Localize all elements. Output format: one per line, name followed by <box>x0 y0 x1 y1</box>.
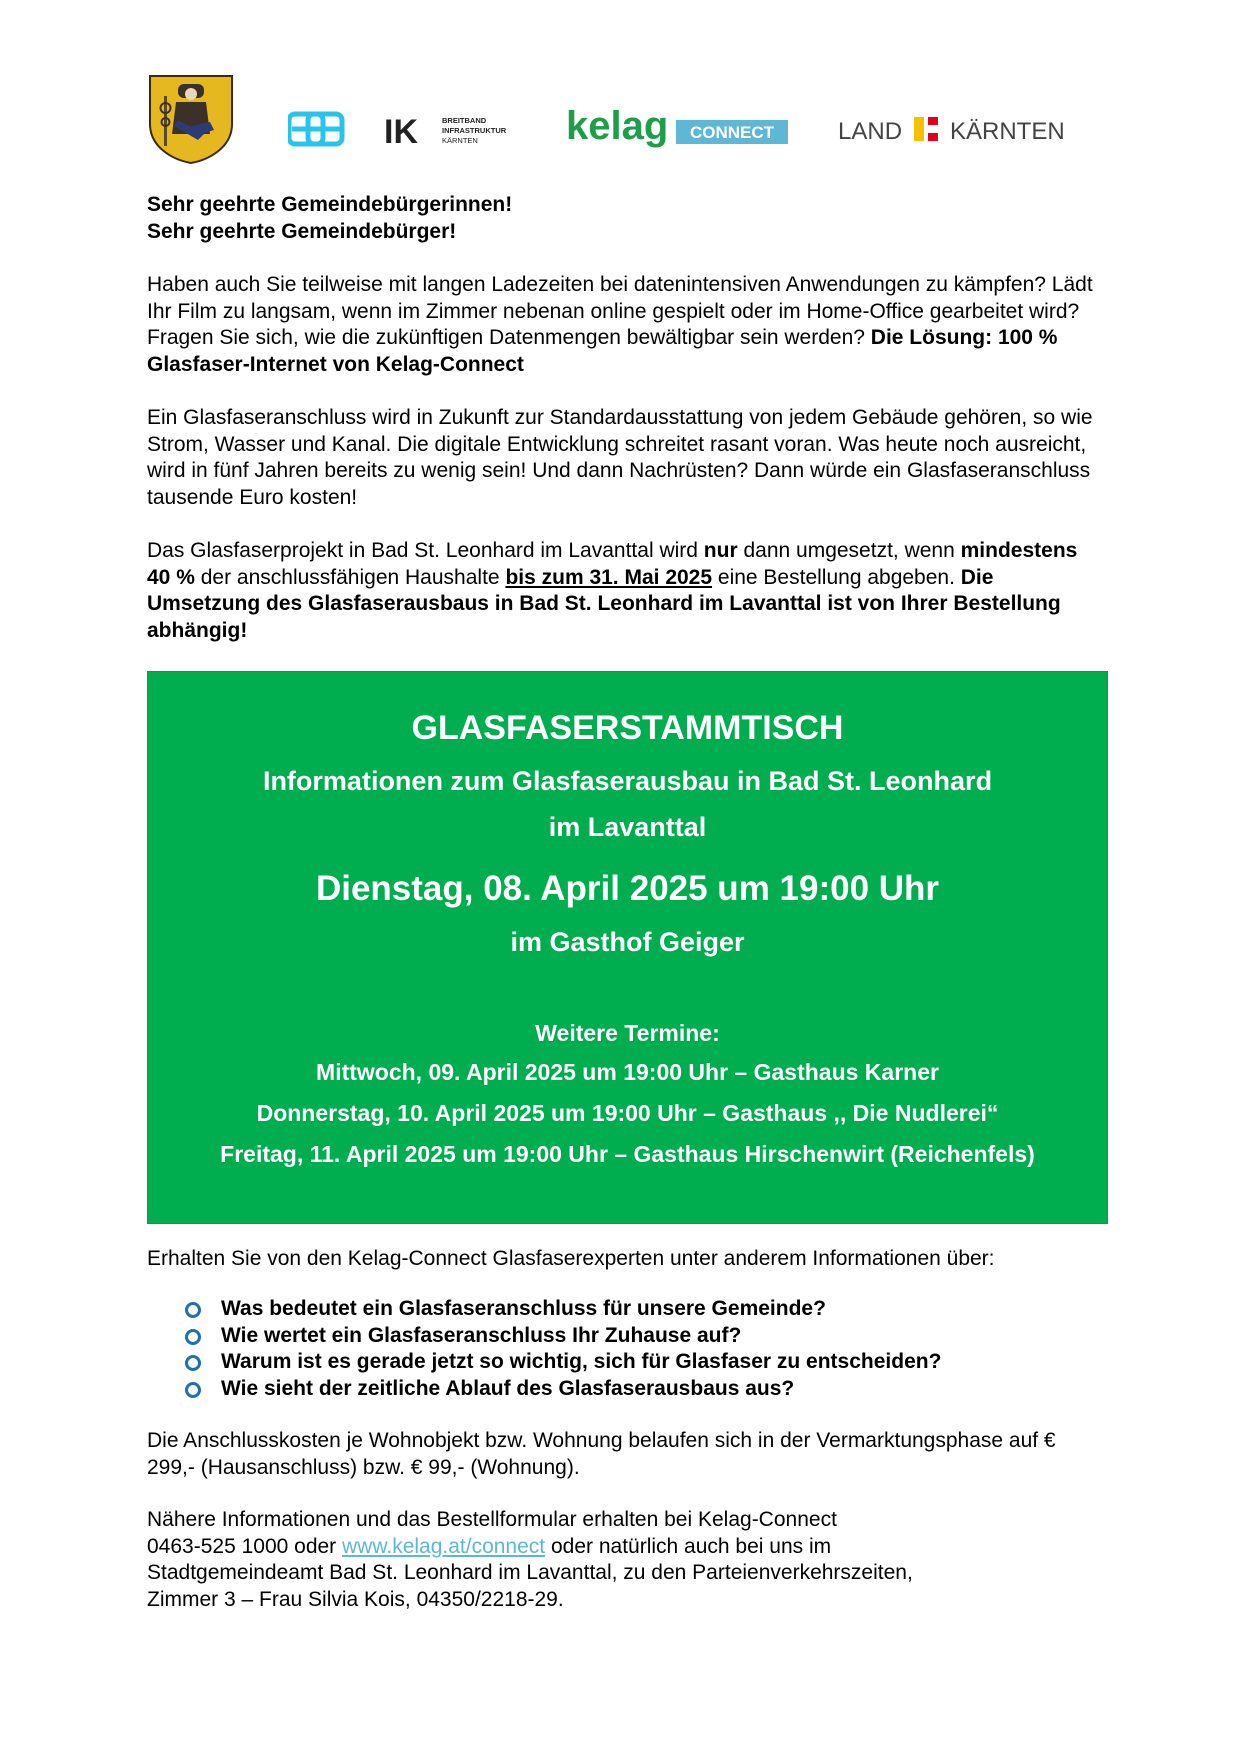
contact-line-4: Zimmer 3 – Frau Silvia Kois, 04350/2218-29. <box>147 1587 564 1611</box>
kelag-wordmark: kelag <box>566 106 669 148</box>
paragraph-3 <box>147 538 1097 644</box>
kelag-connect-logo <box>566 106 790 154</box>
list-item-text: Wie wertet ein Glasfaseranschluss Ihr Zuhause auf? <box>221 1323 742 1347</box>
list-item <box>185 1323 941 1350</box>
land-kaernten-logo <box>838 114 1070 144</box>
greeting-line-1: Sehr geehrte Gemeindebürgerinnen! <box>147 193 513 216</box>
event-title: GLASFASERSTAMMTISCH <box>411 709 844 747</box>
kaernten-label: KÄRNTEN <box>950 118 1065 144</box>
coat-of-arms-logo <box>148 74 234 164</box>
paragraph-3-bold-2: mindestens 40 % <box>147 539 1078 589</box>
paragraph-3-bold-1: nur <box>703 539 738 562</box>
list-item-text: Was bedeutet ein Glasfaseranschluss für unsere Gemeinde? <box>221 1297 826 1320</box>
more-date-item: Donnerstag, 10. April 2025 um 19:00 Uhr – Gasthaus ,, Die Nudlerei“ <box>256 1100 999 1126</box>
event-subtitle-line-2: im Lavanttal <box>548 812 707 842</box>
land-label: LAND <box>838 118 903 144</box>
bullet-icon <box>185 1329 201 1345</box>
costs-paragraph: Die Anschlusskosten je Wohnobjekt bzw. Wohnung belaufen sich in der Vermarktungsphase auf € 299,- (Hausanschluss) bzw. € 99,- (Wohnung). <box>147 1429 1056 1479</box>
list-item <box>185 1296 941 1323</box>
more-dates-list <box>148 1057 1107 1180</box>
kelag-connect-label: CONNECT <box>689 123 775 142</box>
kelag-connect-link[interactable]: www.kelag.at/connect <box>342 1534 546 1558</box>
list-item <box>185 1349 941 1376</box>
event-subtitle-line-1: Informationen zum Glasfaserausbau in Bad St. Leonhard <box>262 766 993 796</box>
greeting-line-2: Sehr geehrte Gemeindebürger! <box>147 219 457 243</box>
contact-after-link: oder natürlich auch bei uns im <box>550 1534 832 1558</box>
more-date-item: Freitag, 11. April 2025 um 19:00 Uhr – Gasthaus Hirschenwirt (Reichenfels) <box>220 1141 1035 1167</box>
paragraph-3-text-2: dann umgesetzt, wenn <box>743 539 955 562</box>
bik-logo <box>288 110 508 152</box>
paragraph-1-text: Haben auch Sie teilweise mit langen Ladezeiten bei datenintensiven Anwendungen zu kämpfen? Lädt Ihr Film zu langsam, wenn im Zimmer nebenan online gespielt oder im Home-Office gearbeitet wird? Fragen Sie sich, wie die zukünftigen Datenmengen bewältigbar sein werden? <box>147 273 1093 349</box>
more-dates-label: Weitere Termine: <box>535 1020 720 1046</box>
event-date: Dienstag, 08. April 2025 um 19:00 Uhr <box>315 869 940 908</box>
list-item <box>185 1376 941 1403</box>
bik-subline-2: INFRASTRUKTUR <box>442 126 507 135</box>
paragraph-3-text-1: Das Glasfaserprojekt in Bad St. Leonhard im Lavanttal wird <box>147 539 698 562</box>
event-box <box>147 671 1108 1224</box>
logo-bar <box>0 0 1240 170</box>
contact-line-2 <box>147 1534 1107 1561</box>
paragraph-3-text-3: der anschlussfähigen Haushalte <box>200 565 500 589</box>
contact-phone: 0463-525 1000 oder <box>147 1534 337 1558</box>
bullet-icon <box>185 1382 201 1398</box>
bik-letters: IK <box>384 113 418 151</box>
event-venue: im Gasthof Geiger <box>510 927 745 957</box>
contact-paragraph <box>147 1507 1107 1613</box>
bik-subline-1: BREITBAND <box>442 116 487 125</box>
paragraph-3-text-4: eine Bestellung abgeben. <box>717 565 955 589</box>
paragraph-1-bold: Die Lösung: 100 % Glasfaser-Internet von Kelag-Connect <box>147 326 1058 376</box>
deadline: bis zum 31. Mai 2025 <box>505 565 713 589</box>
more-date-item: Mittwoch, 09. April 2025 um 19:00 Uhr – Gasthaus Karner <box>316 1059 939 1085</box>
info-intro: Erhalten Sie von den Kelag-Connect Glasfaserexperten unter anderem Informationen über: <box>147 1247 995 1270</box>
contact-line-1: Nähere Informationen und das Bestellformular erhalten bei Kelag-Connect <box>147 1508 837 1531</box>
bik-subline-3: KÄRNTEN <box>442 136 478 145</box>
paragraph-3-bold-3: Die Umsetzung des Glasfaserausbaus in Bad St. Leonhard im Lavanttal ist von Ihrer Bestellung abhängig! <box>147 565 1061 642</box>
letter-body <box>147 192 1097 671</box>
bullet-icon <box>185 1302 201 1318</box>
topic-list <box>185 1296 941 1402</box>
greeting <box>147 192 1097 245</box>
list-item-text: Wie sieht der zeitliche Ablauf des Glasfaserausbaus aus? <box>221 1376 795 1400</box>
bullet-icon <box>185 1355 201 1371</box>
list-item-text: Warum ist es gerade jetzt so wichtig, sich für Glasfaser zu entscheiden? <box>221 1350 942 1373</box>
event-subtitle <box>148 758 1107 850</box>
paragraph-1 <box>147 272 1097 378</box>
paragraph-2: Ein Glasfaseranschluss wird in Zukunft zur Standardausstattung von jedem Gebäude gehören, so wie Strom, Wasser und Kanal. Die digitale Entwicklung schreitet rasant voran. Was heute noch ausreicht, wird in fünf Jahren bereits zu wenig sein! Und dann Nachrüsten? Dann würde ein Glasfaseranschluss tausende Euro kosten! <box>147 406 1093 509</box>
contact-line-3: Stadtgemeindeamt Bad St. Leonhard im Lavanttal, zu den Parteienverkehrszeiten, <box>147 1561 913 1584</box>
